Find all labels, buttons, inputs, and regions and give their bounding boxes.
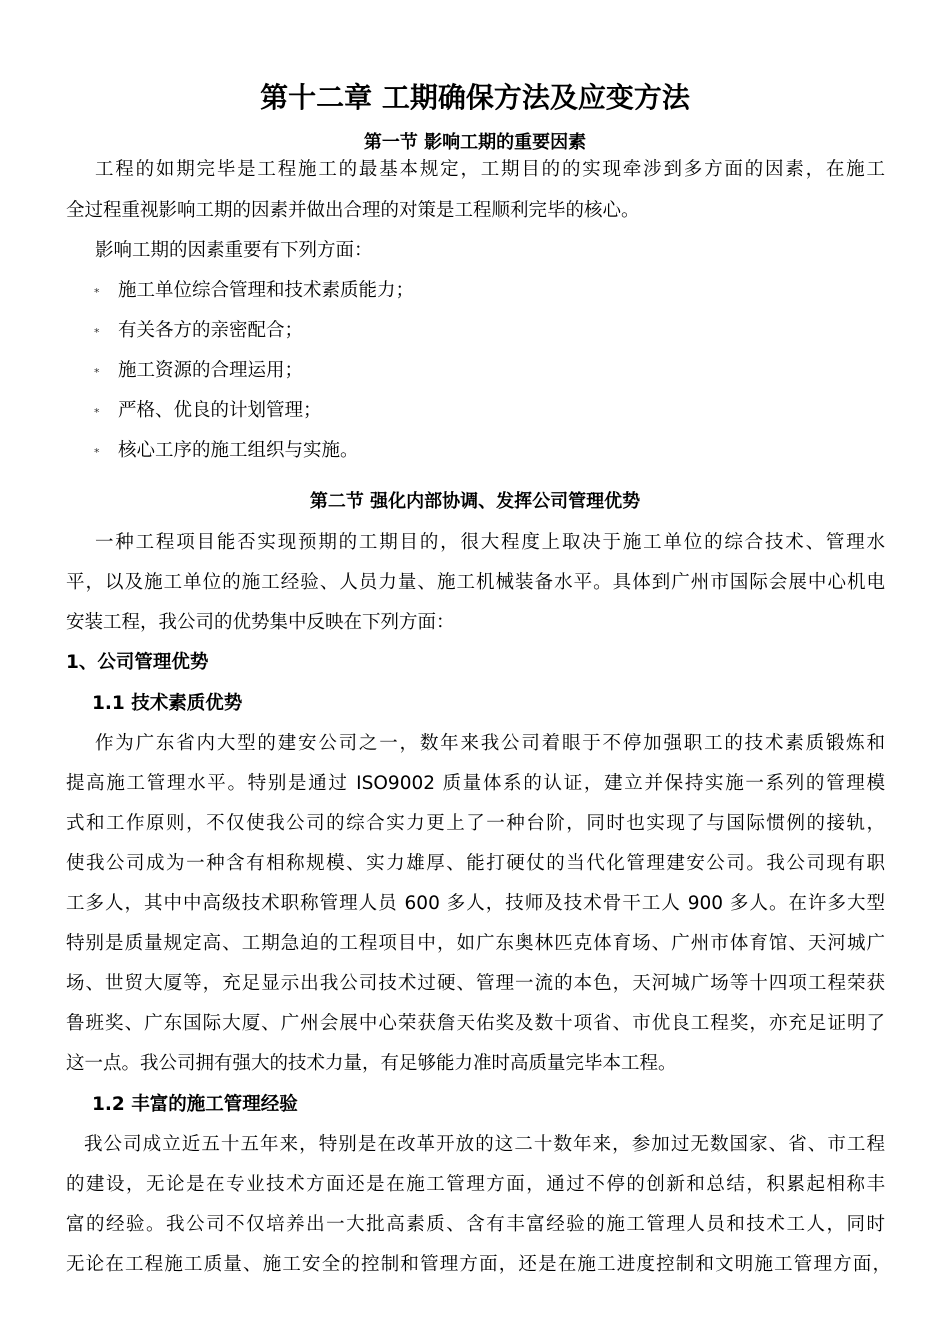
p1-2-line2: 的建设，无论是在专业技术方面还是在施工管理方面，通过不停的创新和总结，积累起相称丰	[66, 1174, 885, 1195]
list-item: 有关各方的亲密配合；	[118, 320, 304, 341]
list-item: 施工单位综合管理和技术素质能力；	[118, 280, 415, 301]
list-item: 施工资源的合理运用；	[118, 360, 304, 381]
bullet-mark: *	[94, 406, 100, 419]
heading-1: 1、公司管理优势	[66, 652, 209, 673]
p1-2-line4: 无论在工程施工质量、施工安全的控制和管理方面，还是在施工进度控制和文明施工管理方面，	[66, 1254, 891, 1275]
p1-1-line6: 特别是质量规定高、工期急迫的工程项目中，如广东奥林匹克体育场、广州市体育馆、天河城广	[66, 933, 885, 954]
heading-1-1: 1.1 技术素质优势	[92, 693, 243, 714]
section2-intro-line2: 平，以及施工单位的施工经验、人员力量、施工机械装备水平。具体到广州市国际会展中心机电	[66, 572, 885, 593]
p1-1-line2: 提高施工管理水平。特别是通过 ISO9002 质量体系的认证，建立并保持实施一系列的管理模	[66, 773, 885, 794]
p1-1-line9: 这一点。我公司拥有强大的技术力量，有足够能力准时高质量完毕本工程。	[66, 1053, 677, 1074]
section1-para1-line1: 工程的如期完毕是工程施工的最基本规定，工期目的的实现牵涉到多方面的因素，在施工	[95, 159, 885, 180]
p1-1-line7: 场、世贸大厦等，充足显示出我公司技术过硬、管理一流的本色，天河城广场等十四项工程荣获	[66, 973, 885, 994]
heading-1-2: 1.2 丰富的施工管理经验	[92, 1094, 298, 1115]
section2-intro-line3: 安装工程，我公司的优势集中反映在下列方面：	[66, 612, 455, 633]
list-item: 核心工序的施工组织与实施。	[118, 440, 359, 461]
section2-title: 第二节 强化内部协调、发挥公司管理优势	[309, 491, 641, 512]
bullet-mark: *	[94, 446, 100, 459]
bullet-mark: *	[94, 366, 100, 379]
section1-para1-line2: 全过程重视影响工期的因素并做出合理的对策是工程顺利完毕的核心。	[66, 200, 640, 221]
p1-2-line1: 我公司成立近五十五年来，特别是在改革开放的这二十数年来，参加过无数国家、省、市工程	[84, 1134, 885, 1155]
section2-intro-line1: 一种工程项目能否实现预期的工期目的，很大程度上取决于施工单位的综合技术、管理水	[95, 532, 885, 553]
p1-1-line4: 使我公司成为一种含有相称规模、实力雄厚、能打硬仗的当代化管理建安公司。我公司现有职	[66, 853, 885, 874]
p1-1-line5: 工多人，其中中高级技术职称管理人员 600 多人，技师及技术骨干工人 900 多人。在许多大型	[66, 893, 885, 914]
p1-1-line1: 作为广东省内大型的建安公司之一，数年来我公司着眼于不停加强职工的技术素质锻炼和	[95, 733, 885, 754]
list-item: 严格、优良的计划管理；	[118, 400, 322, 421]
bullet-mark: *	[94, 286, 100, 299]
section1-title: 第一节 影响工期的重要因素	[363, 132, 587, 153]
section1-para2: 影响工期的因素重要有下列方面：	[95, 240, 373, 261]
chapter-title: 第十二章 工期确保方法及应变方法	[260, 81, 690, 114]
p1-1-line8: 鲁班奖、广东国际大厦、广州会展中心荣获詹天佑奖及数十项省、市优良工程奖，亦充足证明了	[66, 1013, 885, 1034]
p1-2-line3: 富的经验。我公司不仅培养出一大批高素质、含有丰富经验的施工管理人员和技术工人，同时	[66, 1214, 885, 1235]
p1-1-line3: 式和工作原则，不仅使我公司的综合实力更上了一种台阶，同时也实现了与国际惯例的接轨，	[66, 813, 885, 834]
bullet-mark: *	[94, 326, 100, 339]
